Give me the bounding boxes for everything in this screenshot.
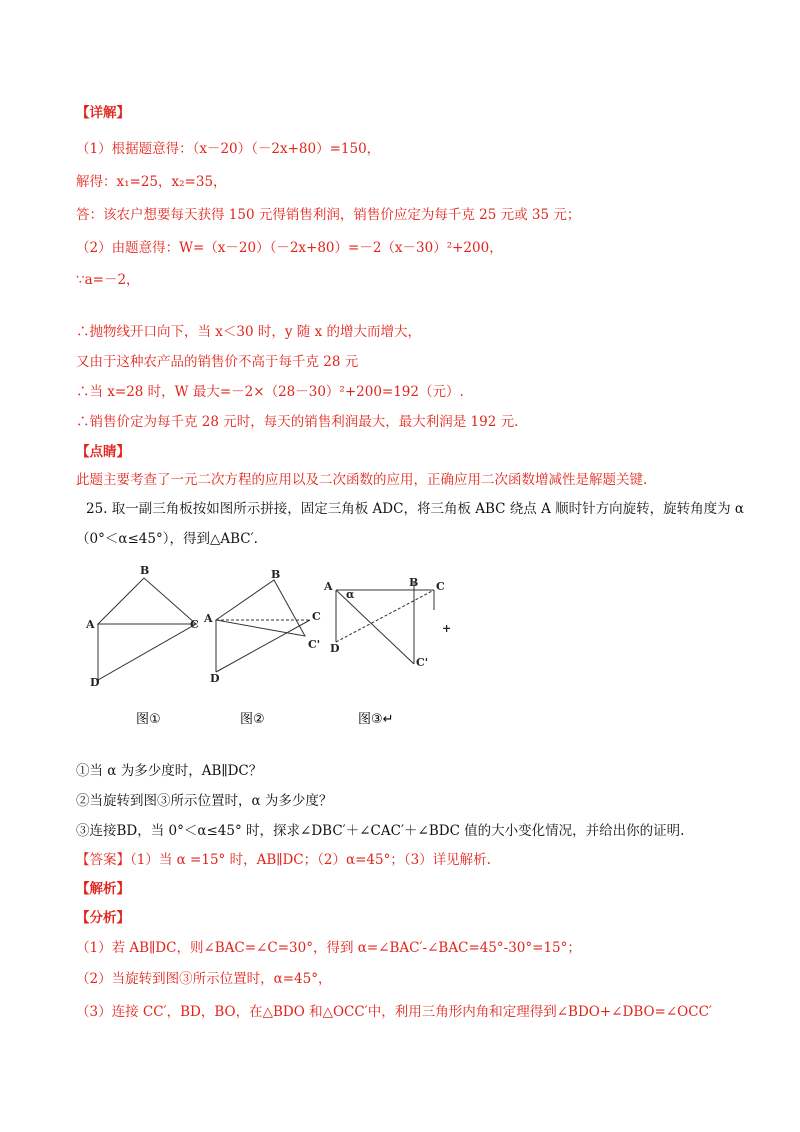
- fig2-caption: 图②: [240, 712, 265, 727]
- sub-question-2: ②当旋转到图③所示位置时，α 为多少度？: [76, 793, 333, 809]
- figure-1: [85, 564, 199, 689]
- sub-question-1: ①当 α 为多少度时，AB∥DC？: [76, 763, 263, 779]
- fig1-caption: 图①: [136, 712, 161, 727]
- fig2-label-c: C: [312, 610, 321, 623]
- answer-line: 【答案】（1）当 α =15° 时，AB∥DC；（2）α=45°；（3）详见解析.: [76, 852, 491, 868]
- fig3-caption: 图③↵: [358, 712, 394, 727]
- fig2-label-d: D: [210, 672, 220, 685]
- solution-line-3: 答：该农户想要每天获得 150 元得销售利润，销售价应定为每千克 25 元或 35 元；: [76, 207, 581, 223]
- figure-2: [203, 568, 321, 685]
- solution-line-2: 解得：x₁=25，x₂=35，: [76, 174, 227, 190]
- sub-question-3: ③连接BD，当 0°＜α≤45° 时，探求∠DBC′＋∠CAC′＋∠BDC 值的大小变化情况，并给出你的证明.: [76, 823, 685, 839]
- fig1-label-b: B: [140, 564, 150, 577]
- solution-line-8: ∴当 x=28 时，W 最大=－2×（28－30）²+200=192（元）.: [76, 384, 464, 400]
- analysis-line-2: （2）当旋转到图③所示位置时，α=45°，: [76, 971, 332, 987]
- solution-line-6: ∴抛物线开口向下，当 x＜30 时，y 随 x 的增大而增大，: [76, 324, 421, 340]
- sub-analysis-heading: 【分析】: [76, 910, 130, 926]
- question-25-line-1: 25. 取一副三角板按如图所示拼接，固定三角板 ADC，将三角板 ABC 绕点 A 顺时针方向旋转，旋转角度为 α: [86, 501, 745, 517]
- fig2-label-b: B: [271, 568, 281, 581]
- rotation-figure: [80, 560, 480, 704]
- fig3-label-c: C: [436, 580, 445, 593]
- analysis-line-1: （1）若 AB∥DC，则∠BAC=∠C=30°，得到 α=∠BAC′-∠BAC=45°-30°=15°；: [76, 940, 581, 956]
- solution-line-9: ∴销售价定为每千克 28 元时，每天的销售利润最大，最大利润是 192 元.: [76, 414, 519, 430]
- fig3-label-d: D: [330, 642, 340, 655]
- analysis-line-3: （3）连接 CC′，BD，BO，在△BDO 和△OCC′中，利用三角形内角和定理得到∠BDO+∠DBO=∠OCC′: [76, 1004, 712, 1020]
- figure-3: [323, 576, 451, 669]
- triangle-diagrams: [80, 560, 480, 700]
- fig1-label-a: A: [86, 618, 95, 631]
- fig1-label-d: D: [90, 676, 100, 689]
- fig2-label-cp: C': [308, 638, 321, 651]
- analysis-heading: 【解析】: [76, 881, 130, 897]
- fig3-label-cp: C': [416, 656, 429, 669]
- comment-text: 此题主要考查了一元二次方程的应用以及二次函数的应用，正确应用二次函数增减性是解题关键.: [76, 472, 648, 488]
- fig3-label-a: A: [324, 580, 333, 593]
- detail-heading: 【详解】: [76, 105, 130, 121]
- fig3-plus: +: [442, 622, 452, 635]
- solution-line-1: （1）根据题意得：（x－20）（－2x+80）=150，: [76, 141, 381, 157]
- solution-line-5: ∵a=－2，: [76, 272, 140, 288]
- fig1-label-c: C: [190, 618, 199, 631]
- solution-line-4: （2）由题意得：W=（x－20）（－2x+80）=－2（x－30）²+200，: [76, 240, 503, 256]
- question-25-line-2: （0°＜α≤45°），得到△ABC′.: [76, 531, 258, 547]
- fig3-label-alpha: α: [346, 588, 355, 601]
- fig3-label-b: B: [409, 576, 419, 589]
- fig2-label-a: A: [204, 612, 213, 625]
- comment-heading: 【点睛】: [76, 444, 130, 460]
- solution-line-7: 又由于这种农产品的销售价不高于每千克 28 元: [76, 354, 359, 370]
